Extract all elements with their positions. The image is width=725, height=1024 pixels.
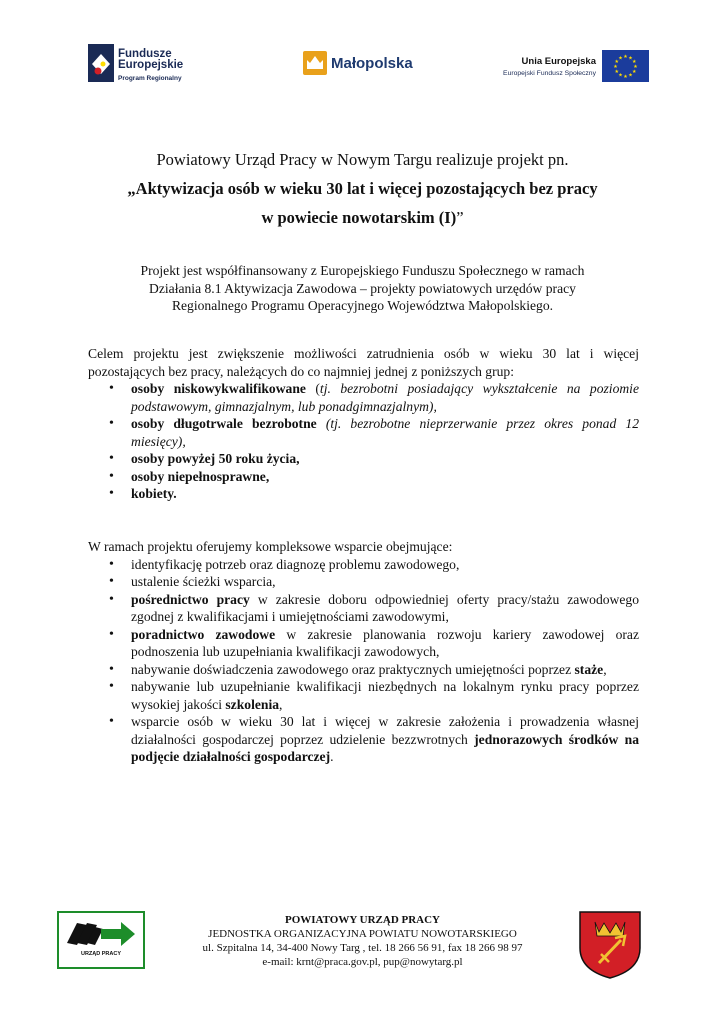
list-item: • osoby niepełnosprawne, xyxy=(88,468,639,486)
support-section xyxy=(88,538,639,766)
support-list xyxy=(88,556,639,766)
cofinancing-line-2: Działania 8.1 Aktywizacja Zawodowa – projekty powiatowych urzędów pracy xyxy=(149,280,576,296)
list-item: • nabywanie doświadczenia zawodowego oraz praktycznych umiejętności poprzez staże, xyxy=(88,661,639,679)
svg-text:★: ★ xyxy=(614,69,620,75)
eu-flag-icon xyxy=(602,50,649,82)
list-item: • osoby długotrwale bezrobotne (tj. bezrobotne nieprzerwanie przez okres ponad 12 miesięcy), xyxy=(88,415,639,450)
footer-organization: JEDNOSTKA ORGANIZACYJNA POWIATU NOWOTARSKIEGO xyxy=(208,928,517,940)
list-item: • osoby powyżej 50 roku życia, xyxy=(88,450,639,468)
list-item: • pośrednictwo pracy w zakresie doboru odpowiedniej oferty pracy/stażu zawodowego zgodnej z kwalifikacjami i umiejętnościami zawodowymi, xyxy=(88,591,639,626)
ue-logo-title: Unia Europejska xyxy=(521,56,596,67)
svg-text:★: ★ xyxy=(623,74,628,80)
cofinancing-line-3: Regionalnego Programu Operacyjnego Województwa Małopolskiego. xyxy=(171,298,554,313)
svg-text:★: ★ xyxy=(623,54,628,60)
svg-text:★: ★ xyxy=(631,59,637,65)
list-item: • nabywanie lub uzupełnianie kwalifikacji niezbędnych na lokalnym rynku pracy poprzez wysokiej jakości szkolenia, xyxy=(88,678,639,713)
cofinancing-line-1: Projekt jest współfinansowany z Europejskiego Funduszu Społecznego w ramach xyxy=(140,263,585,278)
list-item: • wsparcie osób w wieku 30 lat i więcej w zakresie założenia i prowadzenia własnej działalności gospodarczej poprzez udzielenie bezzwrotnych jednorazowych środków na podjęcie działalności gospodarczej. xyxy=(88,713,639,766)
project-name-bold: w powiecie nowotarskim (I) xyxy=(261,208,457,227)
fe-logo-subtitle: Program Regionalny xyxy=(118,75,182,82)
list-item: • ustalenie ścieżki wsparcia, xyxy=(88,573,639,591)
svg-text:★: ★ xyxy=(613,64,618,70)
project-name-line-2 xyxy=(0,208,725,228)
fe-emblem-icon xyxy=(88,44,118,84)
footer-email: e-mail: krnt@praca.gov.pl, pup@nowytarg.pl xyxy=(262,956,463,968)
footer-contact: ul. Szpitalna 14, 34-400 Nowy Targ , tel. 18 266 56 91, fax 18 266 98 97 xyxy=(202,942,523,954)
project-goal-text: Celem projektu jest zwiększenie możliwości zatrudnienia osób w wieku 30 lat i więcej pozostających bez pracy, należących do co najmniej jednej z poniższych grup: xyxy=(88,346,639,379)
list-item: • identyfikację potrzeb oraz diagnozę problemu zawodowego, xyxy=(88,556,639,574)
svg-text:★: ★ xyxy=(631,69,637,75)
project-goal-section xyxy=(88,345,639,503)
malopolska-emblem-icon xyxy=(303,51,327,75)
cofinancing-statement xyxy=(0,262,725,315)
urzad-pracy-arrow-icon xyxy=(59,913,142,953)
svg-text:★: ★ xyxy=(628,72,633,79)
target-groups-list xyxy=(88,380,639,503)
svg-text:★: ★ xyxy=(618,72,623,79)
list-item: • osoby niskowykwalifikowane (tj. bezrobotni posiadający wykształcenie na poziomie podstawowym, gimnazjalnym, lub ponadgimnazjalnym), xyxy=(88,380,639,415)
malopolska-logo-text: Małopolska xyxy=(331,55,413,72)
nowy-targ-coat-of-arms-icon xyxy=(575,908,645,985)
ue-logo-subtitle: Europejski Fundusz Społeczny xyxy=(503,70,596,77)
urzad-pracy-logo xyxy=(57,911,145,969)
list-item: • kobiety. xyxy=(88,485,639,503)
project-name-line-1: „Aktywizacja osób w wieku 30 lat i więcej pozostających bez pracy xyxy=(127,179,598,198)
footer-office-name: POWIATOWY URZĄD PRACY xyxy=(284,914,441,926)
svg-text:★: ★ xyxy=(628,55,633,62)
title-line-1: Powiatowy Urząd Pracy w Nowym Targu realizuje projekt pn. xyxy=(156,150,569,169)
footer-address xyxy=(150,913,575,969)
malopolska-logo xyxy=(303,51,327,80)
svg-text:★: ★ xyxy=(633,64,638,70)
svg-text:★: ★ xyxy=(618,55,623,62)
urzad-pracy-caption: URZĄD PRACY xyxy=(80,951,122,957)
support-intro: W ramach projektu oferujemy kompleksowe wsparcie obejmujące: xyxy=(88,539,453,554)
svg-text:★: ★ xyxy=(614,59,620,65)
list-item: • poradnictwo zawodowe w zakresie planowania rozwoju kariery zawodowej oraz podnoszenia lub uzupełniania kwalifikacji zawodowych, xyxy=(88,626,639,661)
project-name-closing-quote: ” xyxy=(456,208,464,227)
fe-logo-text: Fundusze Europejskie xyxy=(118,48,184,71)
